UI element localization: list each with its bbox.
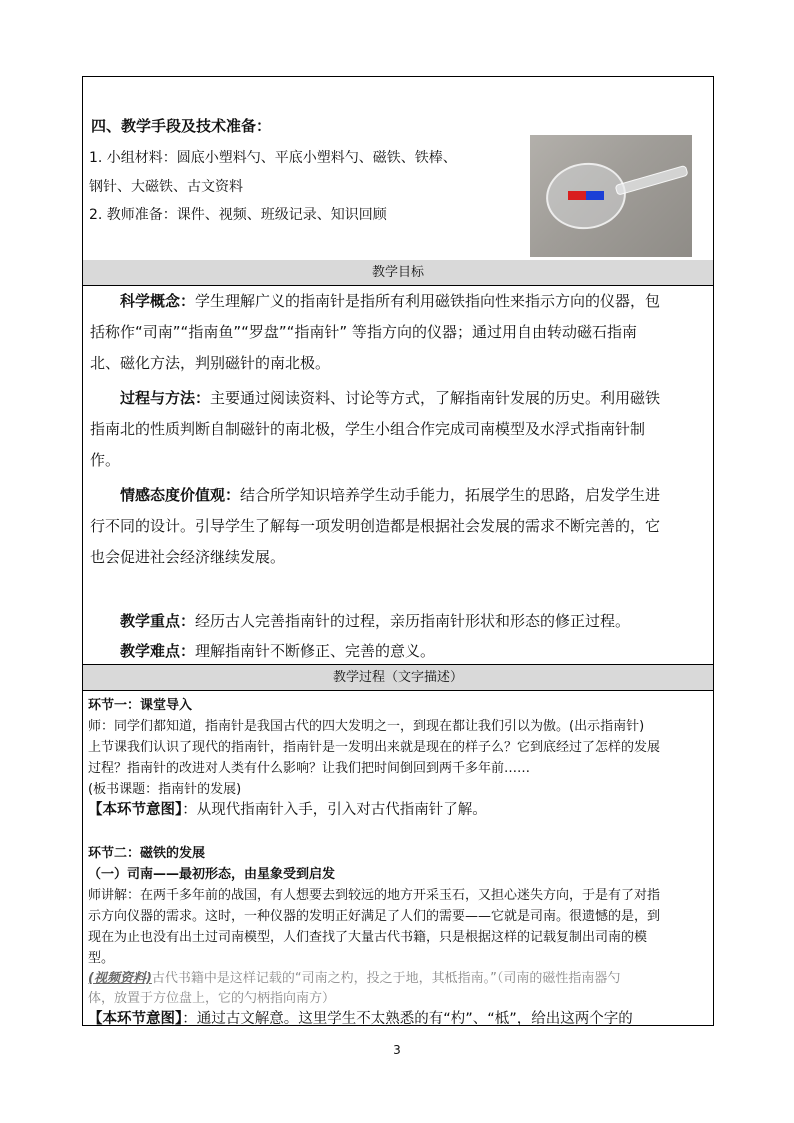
process-header-bar: 教学过程（文字描述） — [83, 664, 713, 691]
emotion-line-3: 也会促进社会经济继续发展。 — [90, 548, 286, 566]
concept-line-2: 括称作“司南”“指南鱼”“罗盘”“指南针” 等指方向的仪器；通过用自由转动磁石指南 — [90, 323, 637, 341]
lesson-plan-table — [82, 76, 714, 1026]
concept-line-1: 科学概念：学生理解广义的指南针是指所有利用磁铁指向性来指示方向的仪器，包 — [120, 292, 661, 310]
stage1-line-4: (板书课题：指南针的发展) — [88, 782, 242, 797]
prep-line-1: 1. 小组材料：圆底小塑料勺、平底小塑料勺、磁铁、铁棒、 — [89, 150, 457, 166]
key-point-line: 教学重点：经历古人完善指南针的过程，亲历指南针形状和形态的修正过程。 — [120, 612, 631, 630]
section-goals — [83, 286, 713, 663]
spoon-magnet-photo — [530, 135, 692, 257]
stage2-line-3: 现在为止也没有出土过司南模型，人们查找了大量古代书籍，只是根据这样的记载复制出司南的模 — [88, 930, 648, 945]
stage1-intent: 【本环节意图】：从现代指南针入手，引入对古代指南针了解。 — [88, 802, 487, 818]
video-material-tag: (视频资料) — [88, 971, 152, 986]
stage2-line-4: 型。 — [88, 951, 115, 966]
stage1-line-2: 上节课我们认识了现代的指南针，指南针是一发明出来就是现在的样子么？它到底经过了怎样的发展 — [88, 740, 661, 755]
magnet-north-pole — [568, 191, 586, 200]
method-line-1: 过程与方法：主要通过阅读资料、讨论等方式，了解指南针发展的历史。利用磁铁 — [120, 389, 661, 407]
concept-line-3: 北、磁化方法，判别磁针的南北极。 — [90, 354, 331, 372]
prep-line-3: 2. 教师准备：课件、视频、班级记录、知识回顾 — [89, 207, 387, 223]
stage1-title: 环节一：课堂导入 — [88, 698, 193, 713]
prep-line-2: 钢针、大磁铁、古文资料 — [89, 179, 243, 195]
stage2-line-5: (视频资料)古代书籍中是这样记载的“司南之杓，投之于地，其柢指南。”（司南的磁性指南器勺 — [88, 971, 621, 986]
section-process — [83, 691, 713, 1025]
method-line-2: 指南北的性质判断自制磁针的南北极，学生小组合作完成司南模型及水浮式指南针制 — [90, 420, 646, 438]
method-line-3: 作。 — [90, 451, 121, 469]
stage1-line-3: 过程？指南针的改进对人类有什么影响？让我们把时间倒回到两千多年前…… — [88, 761, 531, 776]
goals-header-bar: 教学目标 — [83, 260, 713, 286]
stage2-title: 环节二：磁铁的发展 — [88, 846, 206, 861]
stage2-subtitle: （一）司南——最初形态，由星象受到启发 — [88, 867, 336, 882]
stage2-line-6: 体，放置于方位盘上，它的勺柄指向南方） — [88, 991, 336, 1006]
page-number: 3 — [393, 1043, 401, 1057]
magnet-south-pole — [586, 191, 604, 200]
emotion-line-2: 行不同的设计。引导学生了解每一项发明创造都是根据社会发展的需求不断完善的，它 — [90, 517, 661, 535]
prep-heading: 四、教学手段及技术准备： — [91, 117, 272, 135]
stage2-line-2: 示方向仪器的需求。这时，一种仪器的发明正好满足了人们的需要——它就是司南。很遗憾的是，到 — [88, 909, 661, 924]
difficult-point-line: 教学难点：理解指南针不断修正、完善的意义。 — [120, 642, 436, 660]
stage2-intent: 【本环节意图】：通过古文解意。这里学生不太熟悉的有“杓”、“柢”，给出这两个字的 — [88, 1011, 633, 1027]
stage2-line-1: 师讲解：在两千多年前的战国，有人想要去到较远的地方开采玉石，又担心迷失方向，于是有了对指 — [88, 888, 661, 903]
spoon-handle — [614, 165, 688, 196]
section-preparation — [83, 77, 713, 261]
stage1-line-1: 师：同学们都知道，指南针是我国古代的四大发明之一，到现在都让我们引以为傲。(出示指南针) — [88, 719, 645, 734]
emotion-line-1: 情感态度价值观：结合所学知识培养学生动手能力，拓展学生的思路，启发学生进 — [120, 486, 661, 504]
